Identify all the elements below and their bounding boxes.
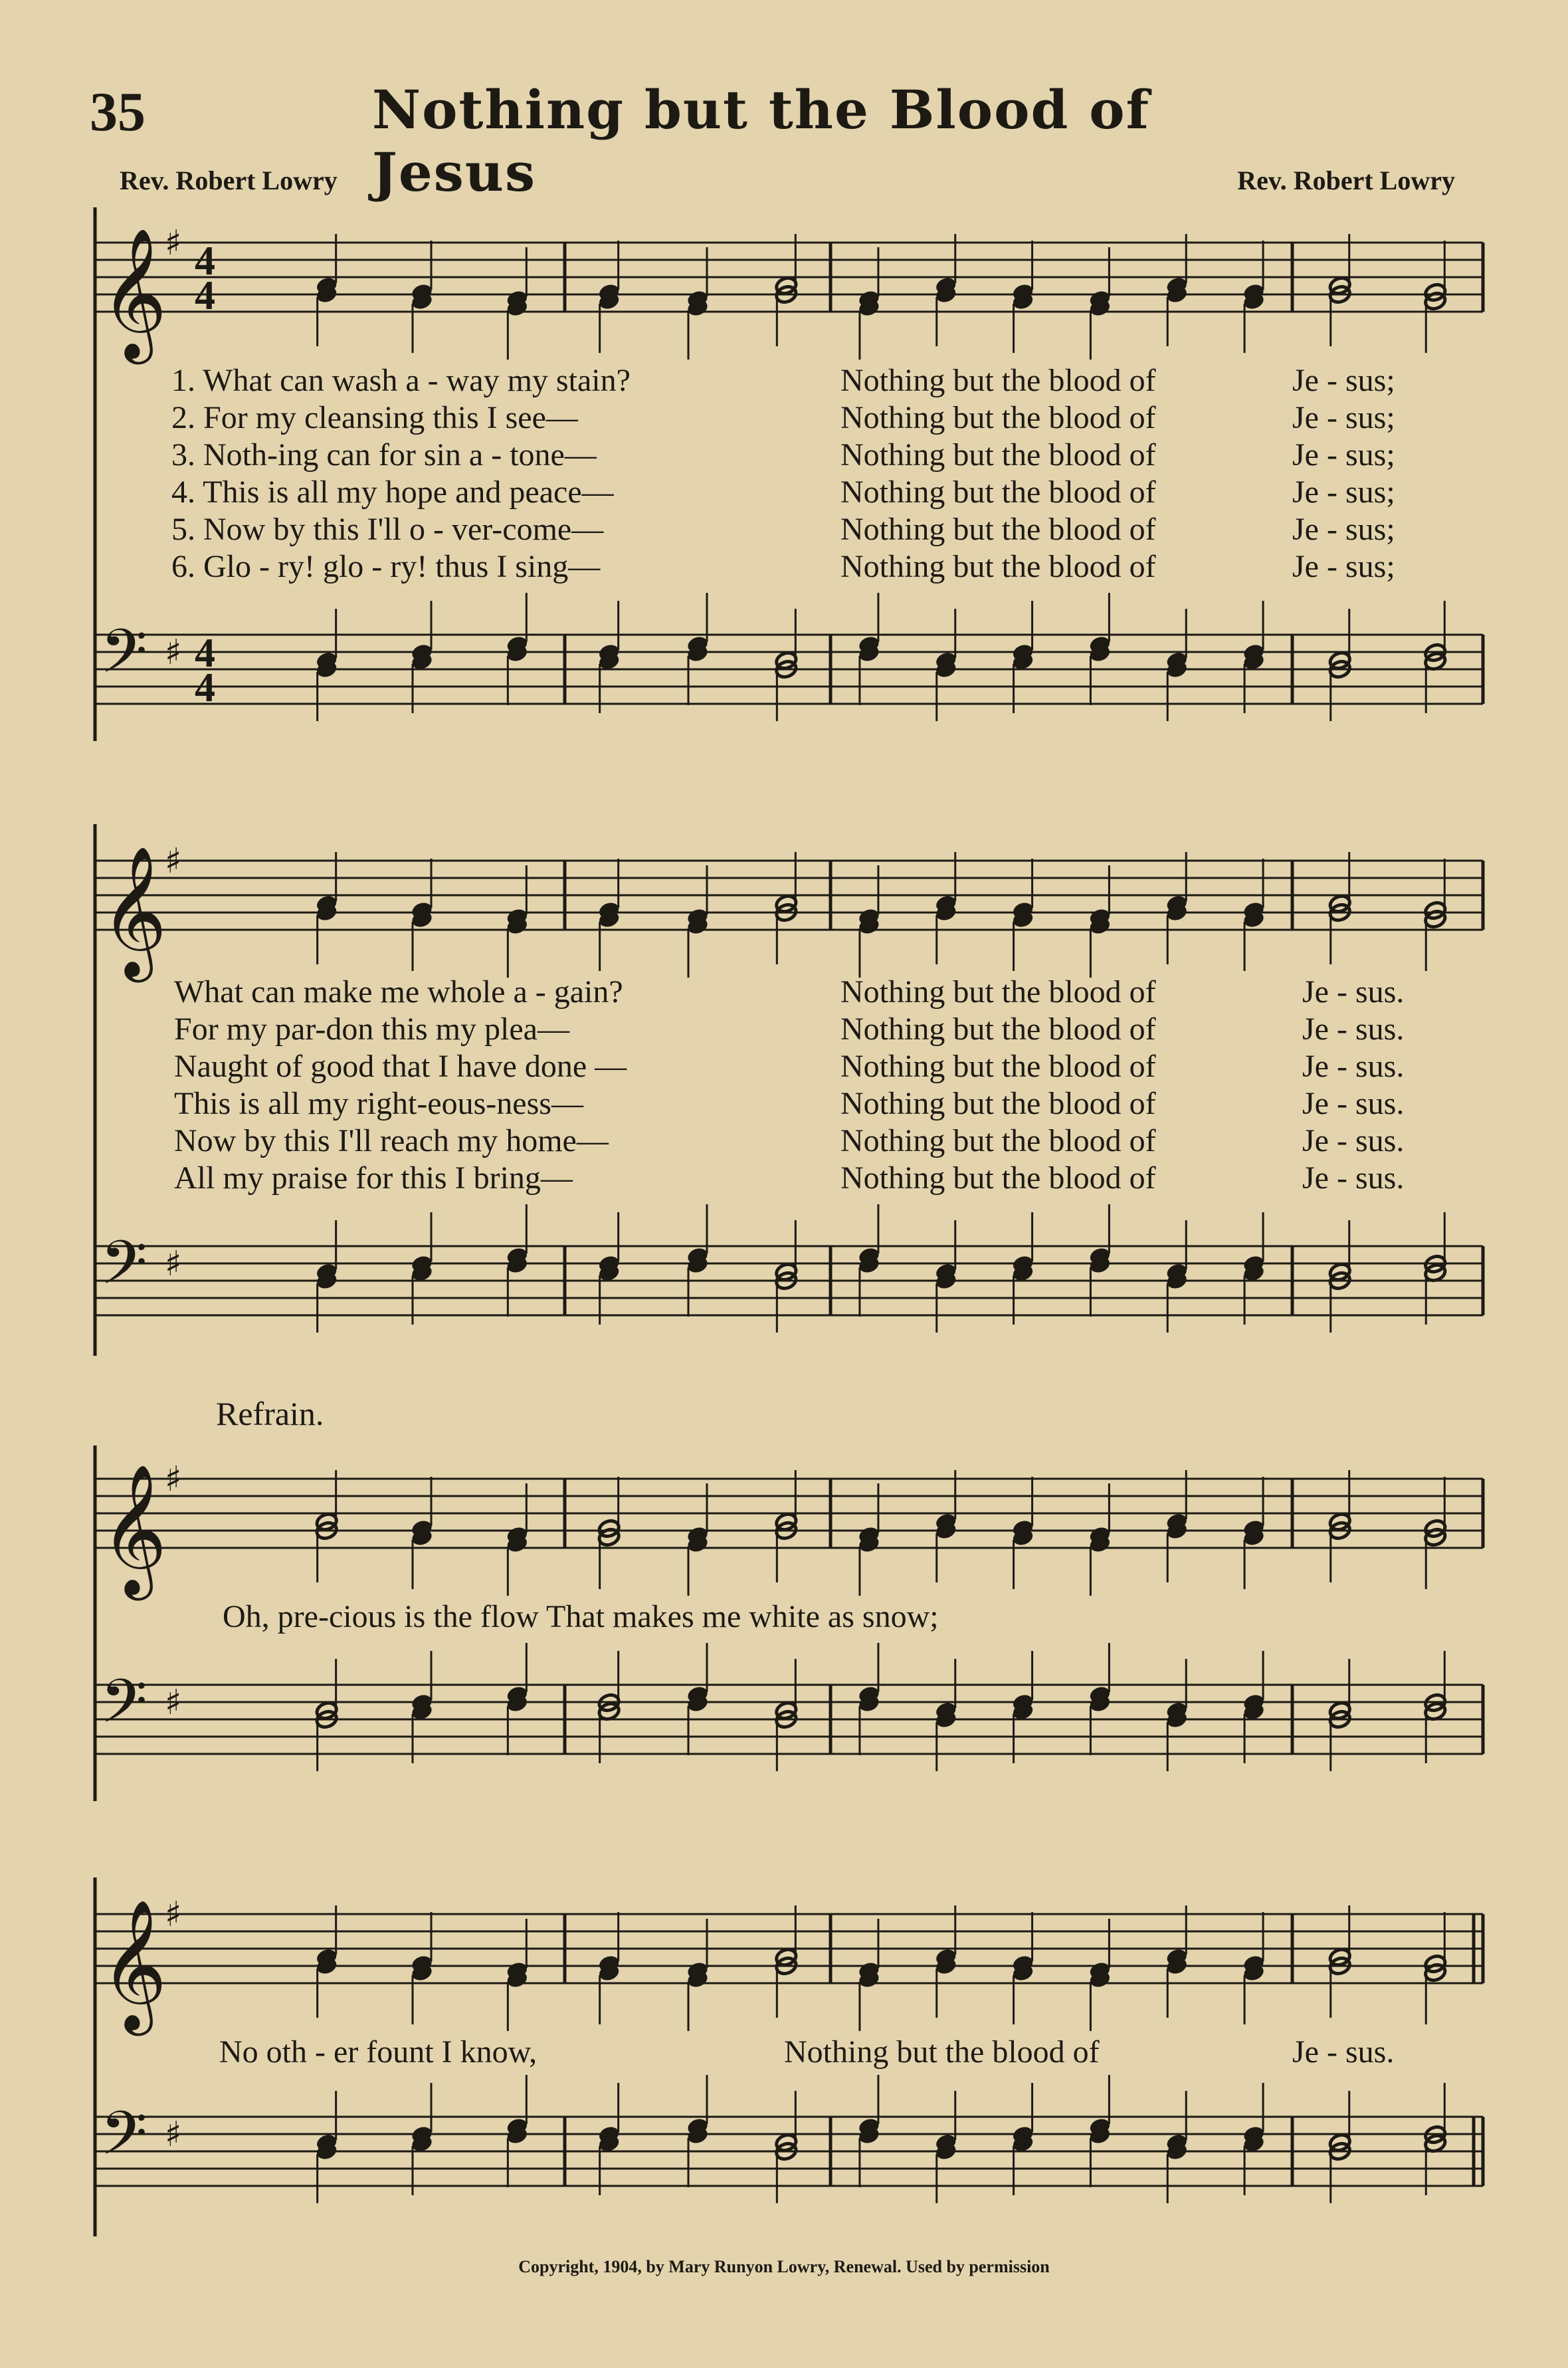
- time-signature-top: 4: [195, 239, 215, 284]
- sharp-key-signature-icon: ♯: [165, 1244, 182, 1284]
- system-4-treble-staff: [0, 1891, 1568, 2037]
- system-2-treble-staff: [0, 837, 1568, 984]
- treble-clef-icon: 𝄞: [100, 1899, 167, 2030]
- sharp-key-signature-icon: ♯: [165, 1683, 182, 1723]
- system-3-treble-staff: [0, 1455, 1568, 1602]
- sharp-key-signature-icon: ♯: [165, 223, 182, 263]
- copyright-notice: Copyright, 1904, by Mary Runyon Lowry, Renewal. Used by permission: [518, 2257, 1050, 2276]
- sharp-key-signature-icon: ♯: [165, 2115, 182, 2155]
- time-signature-bottom: 4: [195, 273, 215, 318]
- treble-clef-icon: 𝄞: [100, 227, 167, 359]
- system-2-bass-staff: [0, 1223, 1568, 1369]
- page-number: 35: [90, 81, 146, 143]
- words-credit: Rev. Robert Lowry: [120, 165, 338, 195]
- music-credit: Rev. Robert Lowry: [1237, 165, 1455, 195]
- sharp-key-signature-icon: ♯: [165, 841, 182, 881]
- bass-clef-icon: 𝄢: [100, 2098, 147, 2183]
- bass-clef-icon: 𝄢: [100, 1228, 147, 1313]
- system-1-treble-staff: [0, 219, 1568, 366]
- time-signature-top: 4: [195, 631, 215, 676]
- sharp-key-signature-icon: ♯: [165, 1459, 182, 1499]
- bass-clef-icon: 𝄢: [100, 1666, 147, 1751]
- treble-clef-icon: 𝄞: [100, 845, 167, 977]
- sharp-key-signature-icon: ♯: [165, 633, 182, 673]
- treble-clef-icon: 𝄞: [100, 1463, 167, 1595]
- system-4-bass-staff: [0, 2094, 1568, 2240]
- bass-clef-icon: 𝄢: [100, 616, 147, 701]
- system-1-bass-staff: [0, 611, 1568, 758]
- hymn-page: 35 Nothing but the Blood of Jesus Rev. Robert Lowry Rev. Robert Lowry 𝄞 ♯ 4 4 1. What can wash a - way my stain? Nothing but the blood of Je - sus; 2. For my cleansing this I see— Nothing but the blood of Je - sus; 3. Noth-ing can for sin a - tone— Nothing but the blood of Je - sus; 4. This is all my hope and peace— Nothing but the blood of Je - sus; 5. Now by this I'll o - ver-come— Nothing but the blood of Je - sus; 6. Glo - ry! glo - ry! thus I sing— Nothing but the blood of Je - sus; 𝄢 ♯ 4 4 𝄞 ♯ What can make me whole a - gain? Nothing but the blood of Je - sus. For my par-don this my plea— Nothing but the blood of Je - sus. Naught of good that I have done — Nothing but the blood of Je - sus. This is all my right-eous-ness— Nothing but the blood of Je - sus. Now by this I'll reach my home— Nothing but the blood of Je - sus. All my praise for this I bring— Nothing but the blood of Je - sus. 𝄢 ♯ Refrain. 𝄞 ♯ Oh, pre-cious is the flow That makes me white as snow; 𝄢 ♯ 𝄞 ♯ No oth - er fount I know, Nothing but the blood of Je - sus. 𝄢 ♯ Copyright, 1904, by Mary Runyon Lowry, Renewal. Used by permission: [0, 0, 1568, 2368]
- time-signature-bottom: 4: [195, 665, 215, 710]
- system-3-bass-staff: [0, 1662, 1568, 1808]
- refrain-label: Refrain.: [216, 1395, 324, 1432]
- hymn-title: Nothing but the Blood of Jesus: [372, 78, 1151, 203]
- sharp-key-signature-icon: ♯: [165, 1895, 182, 1935]
